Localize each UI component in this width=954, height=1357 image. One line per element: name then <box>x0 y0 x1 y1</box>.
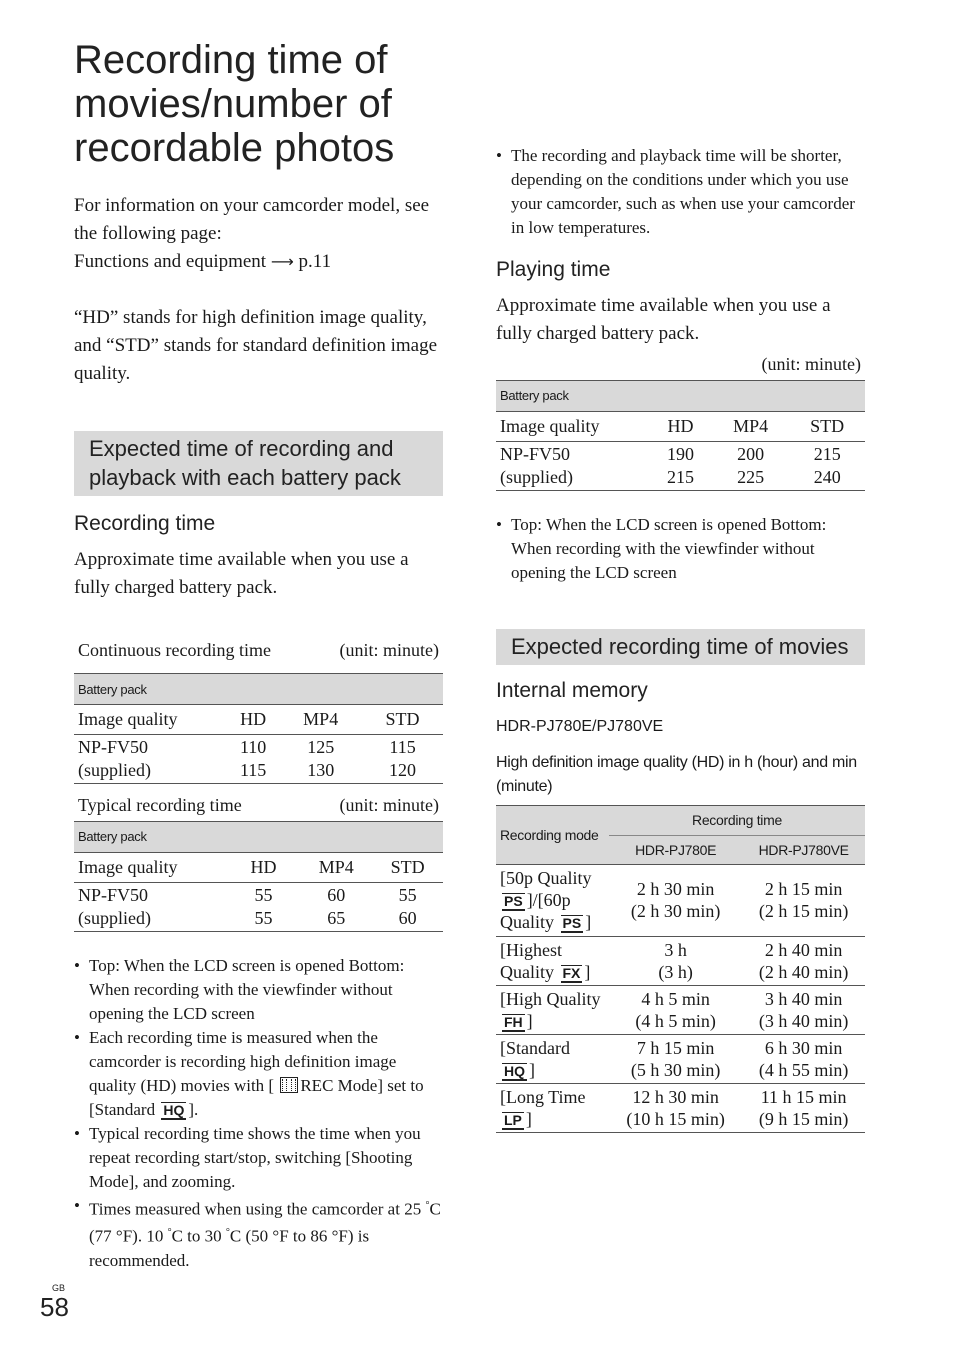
movie-recording-table <box>496 805 865 1133</box>
playing-time-heading: Playing time <box>496 258 611 281</box>
image-quality-row <box>74 705 443 735</box>
battery-supplied: (supplied) <box>78 907 151 928</box>
battery-pack-row <box>496 380 865 411</box>
time-b-sub: (3 h 40 min) <box>758 1010 849 1031</box>
note-text: C to 30 <box>171 1226 222 1246</box>
battery-supplied: (supplied) <box>78 760 151 780</box>
table-row <box>496 1034 865 1083</box>
hd-caption: High definition image quality (HD) in h (hour) and min (minute) <box>496 753 857 795</box>
playing-notes <box>496 513 865 585</box>
recording-time-header: Recording time <box>609 805 865 835</box>
hd-bottom: 55 <box>254 907 273 928</box>
table-row <box>496 441 865 490</box>
right-column <box>496 144 865 1133</box>
intro-text <box>74 192 443 276</box>
note-hd-measure <box>74 1026 443 1122</box>
time-a: 3 h <box>664 939 687 960</box>
note-text: Times measured when using the camcorder at 25 <box>89 1199 422 1219</box>
page-number: 58 <box>40 1292 69 1322</box>
degree-sign: ° <box>425 1199 430 1211</box>
mp4-bottom: 225 <box>737 466 765 487</box>
mode-cell <box>496 985 609 1034</box>
continuous-recording-table <box>74 627 443 784</box>
mode-text: ] <box>526 1010 533 1031</box>
unit-label: (unit: minute) <box>761 354 861 375</box>
note-typical: • Typical recording time shows the time when you repeat recording start/stop, switching [Shooting Mode], and zooming. <box>74 1122 443 1194</box>
model-a-header: HDR-PJ780E <box>609 835 742 864</box>
std-bottom: 60 <box>398 907 417 928</box>
mp4-bottom: 130 <box>307 760 335 780</box>
battery-pack-label: Battery pack <box>74 821 443 852</box>
time-a: 4 h 5 min <box>641 988 710 1009</box>
time-a: 2 h 30 min <box>636 879 715 899</box>
unit-label: (unit: minute) <box>339 640 439 660</box>
battery-pack-row <box>74 821 443 852</box>
battery-pack-row <box>74 674 443 705</box>
mode-cell <box>496 1083 609 1132</box>
note-text: Each recording time is measured when the camcorder is recording high definition image quality (HD) movies with [ <box>89 1027 397 1095</box>
time-b-sub: (9 h 15 min) <box>758 1108 849 1129</box>
model-b-header: HDR-PJ780VE <box>742 835 865 864</box>
time-b-sub: (2 h 40 min) <box>758 961 849 982</box>
table-caption-row <box>74 791 443 821</box>
time-a: 12 h 30 min <box>632 1086 719 1107</box>
mode-text: ]/[60p Quality <box>500 890 571 932</box>
degree-sign: ° <box>167 1227 172 1239</box>
hd-bottom: 215 <box>666 466 694 487</box>
mode-cell <box>496 864 609 936</box>
recording-time-desc: Approximate time available when you use a fully charged battery pack. <box>74 549 409 598</box>
time-b: 6 h 30 min <box>764 1037 843 1058</box>
time-a: 7 h 15 min <box>636 1037 715 1058</box>
note-text: C (50 °F to 86 °F) is recommended. <box>89 1226 370 1270</box>
playing-time-desc: Approximate time available when you use a fully charged battery pack. <box>496 295 831 344</box>
battery-pack-label: Battery pack <box>74 674 443 705</box>
model-name: HDR-PJ780E/PJ780VE <box>496 717 664 735</box>
col-mp4: MP4 <box>300 852 372 882</box>
time-a-sub: (3 h) <box>658 961 693 982</box>
time-b: 2 h 15 min <box>764 879 843 899</box>
hd-top: 110 <box>239 737 267 757</box>
table-header-row <box>496 805 865 835</box>
mode-text: [Standard <box>500 1037 570 1058</box>
col-std: STD <box>362 705 443 735</box>
table-row <box>496 936 865 985</box>
time-b: 11 h 15 min <box>760 1086 847 1107</box>
std-bottom: 120 <box>389 760 417 780</box>
mode-text: [Long Time <box>500 1086 586 1107</box>
time-a-sub: (5 h 30 min) <box>630 1059 721 1080</box>
table-row <box>496 864 865 936</box>
recording-time-heading: Recording time <box>74 512 216 535</box>
table-caption-row <box>74 627 443 674</box>
battery-model: NP-FV50 <box>500 443 571 464</box>
time-b: 3 h 40 min <box>764 988 843 1009</box>
col-mp4: MP4 <box>712 411 789 441</box>
time-a-sub: (4 h 5 min) <box>635 1010 716 1031</box>
table-row <box>74 735 443 784</box>
recording-mode-header: Recording mode <box>496 805 609 864</box>
time-b: 2 h 40 min <box>764 939 843 960</box>
lp-icon: LP <box>504 1111 522 1128</box>
table-row <box>496 1083 865 1132</box>
fx-icon: FX <box>562 964 581 981</box>
mode-cell <box>496 1034 609 1083</box>
time-b-sub: (4 h 55 min) <box>758 1059 849 1080</box>
continuous-label: Continuous recording time <box>78 640 271 660</box>
hd-top: 55 <box>254 884 273 905</box>
fh-icon: FH <box>504 1013 523 1030</box>
time-a-sub: (10 h 15 min) <box>626 1108 725 1129</box>
col-hd: HD <box>227 705 279 735</box>
typical-label: Typical recording time <box>78 795 242 816</box>
functions-label: Functions and equipment <box>74 251 267 272</box>
intro-line1: For information on your camcorder model, see the following page: <box>74 195 430 244</box>
mode-text: ] <box>585 912 592 932</box>
col-std: STD <box>372 852 443 882</box>
hq-icon: HQ <box>504 1062 525 1079</box>
col-hd: HD <box>227 852 300 882</box>
battery-notes <box>74 954 443 1273</box>
std-top: 215 <box>813 443 841 464</box>
col-image-quality: Image quality <box>496 411 649 441</box>
hd-bottom: 115 <box>239 760 267 780</box>
battery-model: NP-FV50 <box>78 737 149 757</box>
time-a-sub: (2 h 30 min) <box>630 901 721 921</box>
mode-text: ] <box>525 1108 532 1129</box>
std-top: 55 <box>398 884 417 905</box>
battery-model: NP-FV50 <box>78 884 149 905</box>
col-std: STD <box>789 411 865 441</box>
note-text: C (77 °F). 10 <box>89 1199 441 1246</box>
internal-memory-heading: Internal memory <box>496 678 648 702</box>
arrow-right-icon: ⟶ <box>270 252 294 271</box>
page-title: Recording time of movies/number of recordable photos <box>74 38 395 170</box>
table-caption-row <box>496 350 865 380</box>
col-mp4: MP4 <box>279 705 362 735</box>
right-top-notes <box>496 144 865 240</box>
mode-text: [High Quality <box>500 988 601 1009</box>
mode-cell <box>496 936 609 985</box>
note-text: REC Mode] set to [Standard <box>89 1075 424 1119</box>
ps-icon: PS <box>504 893 523 909</box>
table-row <box>496 985 865 1034</box>
mp4-top: 60 <box>327 884 346 905</box>
playing-time-table <box>496 350 865 491</box>
mode-text: ] <box>584 961 591 982</box>
hd-std-note: “HD” stands for high definition image quality, and “STD” stands for standard definition image quality. <box>74 307 438 384</box>
image-quality-row <box>496 411 865 441</box>
left-column <box>74 192 443 1273</box>
unit-label: (unit: minute) <box>339 795 439 816</box>
table-row <box>74 882 443 931</box>
col-hd: HD <box>649 411 712 441</box>
hq-icon: HQ <box>163 1101 185 1118</box>
page-region-code: GB <box>52 1283 66 1293</box>
battery-supplied: (supplied) <box>500 466 573 487</box>
mode-text: ] <box>529 1059 535 1080</box>
note-lcd: • Top: When the LCD screen is opened Bottom: When recording with the viewfinder without opening the LCD screen <box>74 954 443 1026</box>
col-image-quality: Image quality <box>74 852 227 882</box>
note-temperature <box>74 1194 443 1273</box>
image-quality-row <box>74 852 443 882</box>
mp4-bottom: 65 <box>327 907 346 928</box>
mode-text: [50p Quality <box>500 868 592 888</box>
time-b-sub: (2 h 15 min) <box>758 901 849 921</box>
intro-functions-ref <box>74 251 331 272</box>
mp4-top: 125 <box>307 737 335 757</box>
hd-top: 190 <box>666 443 694 464</box>
mp4-top: 200 <box>737 443 765 464</box>
page-ref: p.11 <box>298 251 332 272</box>
battery-pack-label: Battery pack <box>496 380 865 411</box>
ps-icon: PS <box>562 915 582 931</box>
battery-section-heading: Expected time of recording and playback with each battery pack <box>74 431 443 496</box>
movies-section-heading: Expected recording time of movies <box>496 629 865 665</box>
col-image-quality: Image quality <box>74 705 227 735</box>
film-icon <box>280 1077 298 1093</box>
typical-recording-table <box>74 791 443 932</box>
mode-text: [Highest Quality <box>500 939 562 982</box>
note-lcd: • Top: When the LCD screen is opened Bottom: When recording with the viewfinder without opening the LCD screen <box>496 513 865 585</box>
std-top: 115 <box>389 737 416 757</box>
note-low-temperature: • The recording and playback time will be shorter, depending on the conditions under which you use your camcorder, such as when use your camcorder in low temperatures. <box>496 144 865 240</box>
note-text: ]. <box>188 1099 199 1119</box>
degree-sign: ° <box>225 1227 230 1239</box>
std-bottom: 240 <box>813 466 841 487</box>
